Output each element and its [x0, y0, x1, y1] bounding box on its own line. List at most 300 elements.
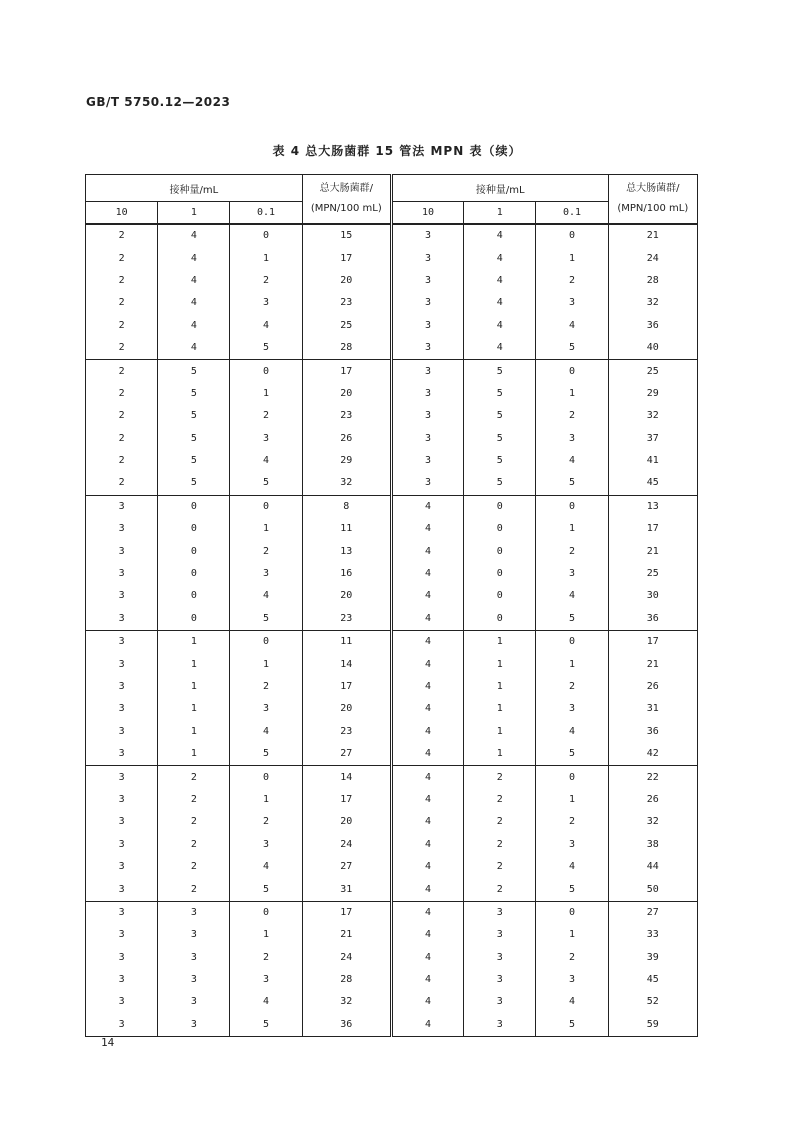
table-cell: 21 — [608, 653, 697, 675]
table-row — [86, 676, 698, 698]
table-cell: 4 — [464, 315, 536, 337]
table-cell: 5 — [536, 878, 608, 901]
table-cell: 4 — [391, 540, 463, 562]
table-cell: 3 — [86, 811, 158, 833]
table-cell: 2 — [86, 315, 158, 337]
table-cell: 3 — [86, 991, 158, 1013]
table-cell: 0 — [158, 563, 230, 585]
table-cell: 0 — [536, 360, 608, 383]
table-cell: 3 — [230, 428, 302, 450]
table-cell: 4 — [158, 224, 230, 247]
table-cell: 1 — [230, 789, 302, 811]
table-cell: 4 — [391, 878, 463, 901]
table-cell: 3 — [464, 901, 536, 924]
table-cell: 3 — [391, 315, 463, 337]
table-row — [86, 653, 698, 675]
table-cell: 41 — [608, 450, 697, 472]
table-cell: 3 — [230, 292, 302, 314]
table-cell: 24 — [302, 834, 391, 856]
table-cell: 3 — [86, 698, 158, 720]
table-row — [86, 405, 698, 427]
table-cell: 26 — [608, 789, 697, 811]
table-cell: 0 — [158, 495, 230, 518]
table-cell: 29 — [302, 450, 391, 472]
table-cell: 5 — [536, 1014, 608, 1037]
table-row — [86, 270, 698, 292]
table-cell: 3 — [536, 834, 608, 856]
table-cell: 22 — [608, 766, 697, 789]
table-cell: 4 — [230, 856, 302, 878]
table-row — [86, 969, 698, 991]
table-cell: 0 — [464, 563, 536, 585]
table-row — [86, 315, 698, 337]
table-cell: 3 — [86, 495, 158, 518]
table-cell: 2 — [158, 834, 230, 856]
table-cell: 3 — [86, 901, 158, 924]
table-cell: 4 — [536, 991, 608, 1013]
table-cell: 5 — [464, 450, 536, 472]
table-cell: 5 — [464, 383, 536, 405]
table-cell: 4 — [158, 292, 230, 314]
table-row — [86, 292, 698, 314]
table-row — [86, 450, 698, 472]
table-header — [86, 175, 698, 225]
table-cell: 2 — [464, 834, 536, 856]
table-cell: 3 — [536, 969, 608, 991]
table-cell: 42 — [608, 743, 697, 766]
table-cell: 3 — [86, 766, 158, 789]
table-cell: 25 — [608, 360, 697, 383]
table-cell: 4 — [391, 1014, 463, 1037]
table-cell: 3 — [391, 383, 463, 405]
table-cell: 1 — [158, 698, 230, 720]
table-cell: 0 — [536, 901, 608, 924]
table-cell: 4 — [391, 698, 463, 720]
table-cell: 3 — [86, 743, 158, 766]
table-cell: 3 — [86, 856, 158, 878]
table-cell: 3 — [158, 947, 230, 969]
table-cell: 3 — [158, 1014, 230, 1037]
table-cell: 3 — [391, 360, 463, 383]
table-cell: 2 — [86, 472, 158, 495]
table-row — [86, 518, 698, 540]
table-cell: 17 — [302, 676, 391, 698]
table-cell: 40 — [608, 337, 697, 360]
table-cell: 3 — [86, 585, 158, 607]
table-cell: 1 — [464, 676, 536, 698]
table-cell: 59 — [608, 1014, 697, 1037]
table-cell: 24 — [302, 947, 391, 969]
table-cell: 3 — [391, 405, 463, 427]
table-cell: 0 — [158, 585, 230, 607]
table-row — [86, 428, 698, 450]
mpn-header-line2: (MPN/100 mL) — [310, 203, 382, 214]
table-cell: 2 — [158, 856, 230, 878]
table-cell: 3 — [86, 563, 158, 585]
inoculum-header-left: 接种量/mL — [86, 175, 303, 202]
table-cell: 0 — [158, 540, 230, 562]
table-cell: 3 — [536, 563, 608, 585]
table-cell: 4 — [230, 991, 302, 1013]
table-cell: 3 — [230, 969, 302, 991]
table-cell: 32 — [608, 405, 697, 427]
table-cell: 1 — [230, 247, 302, 269]
table-row-group — [86, 901, 698, 1036]
table-cell: 1 — [536, 383, 608, 405]
table-cell: 4 — [391, 653, 463, 675]
table-cell: 4 — [391, 585, 463, 607]
table-cell: 5 — [230, 472, 302, 495]
table-cell: 5 — [536, 472, 608, 495]
table-cell: 3 — [391, 247, 463, 269]
table-row — [86, 856, 698, 878]
table-row — [86, 337, 698, 360]
table-cell: 21 — [608, 540, 697, 562]
table-cell: 4 — [536, 450, 608, 472]
table-cell: 2 — [536, 811, 608, 833]
table-cell: 2 — [464, 811, 536, 833]
table-row — [86, 811, 698, 833]
volume-10-header: 10 — [391, 202, 463, 225]
table-cell: 0 — [230, 766, 302, 789]
table-cell: 4 — [464, 270, 536, 292]
table-cell: 37 — [608, 428, 697, 450]
mpn-header-right — [608, 175, 697, 225]
table-cell: 1 — [536, 247, 608, 269]
table-cell: 1 — [230, 383, 302, 405]
table-row — [86, 563, 698, 585]
table-cell: 3 — [391, 472, 463, 495]
table-cell: 23 — [302, 292, 391, 314]
table-cell: 3 — [230, 698, 302, 720]
table-cell: 0 — [158, 518, 230, 540]
table-cell: 2 — [536, 405, 608, 427]
table-cell: 3 — [86, 969, 158, 991]
table-cell: 1 — [464, 653, 536, 675]
table-cell: 2 — [86, 450, 158, 472]
table-cell: 28 — [302, 337, 391, 360]
table-cell: 24 — [608, 247, 697, 269]
table-cell: 4 — [536, 585, 608, 607]
table-cell: 3 — [230, 563, 302, 585]
table-cell: 1 — [536, 789, 608, 811]
table-cell: 45 — [608, 969, 697, 991]
table-row-group — [86, 360, 698, 495]
table-cell: 5 — [158, 360, 230, 383]
table-cell: 2 — [536, 947, 608, 969]
table-cell: 4 — [391, 518, 463, 540]
table-cell: 2 — [86, 383, 158, 405]
table-cell: 5 — [230, 1014, 302, 1037]
table-cell: 0 — [230, 901, 302, 924]
table-cell: 3 — [464, 924, 536, 946]
table-cell: 5 — [464, 405, 536, 427]
table-cell: 1 — [464, 698, 536, 720]
table-cell: 3 — [86, 676, 158, 698]
table-cell: 17 — [302, 247, 391, 269]
mpn-header-left — [302, 175, 391, 225]
table-cell: 5 — [158, 383, 230, 405]
table-cell: 4 — [464, 292, 536, 314]
table-cell: 2 — [464, 856, 536, 878]
table-cell: 36 — [608, 315, 697, 337]
table-cell: 1 — [464, 743, 536, 766]
table-cell: 31 — [302, 878, 391, 901]
table-cell: 26 — [302, 428, 391, 450]
table-cell: 5 — [230, 743, 302, 766]
table-cell: 5 — [230, 337, 302, 360]
table-cell: 0 — [464, 608, 536, 631]
table-cell: 3 — [86, 924, 158, 946]
table-cell: 3 — [86, 789, 158, 811]
table-cell: 20 — [302, 698, 391, 720]
table-cell: 2 — [230, 270, 302, 292]
table-cell: 3 — [158, 901, 230, 924]
table-cell: 17 — [302, 789, 391, 811]
table-cell: 2 — [230, 676, 302, 698]
table-cell: 15 — [302, 224, 391, 247]
table-cell: 32 — [608, 292, 697, 314]
table-cell: 13 — [608, 495, 697, 518]
table-cell: 23 — [302, 721, 391, 743]
table-cell: 2 — [86, 292, 158, 314]
table-cell: 50 — [608, 878, 697, 901]
table-cell: 0 — [536, 631, 608, 654]
table-cell: 3 — [464, 991, 536, 1013]
table-cell: 1 — [158, 721, 230, 743]
table-cell: 32 — [302, 991, 391, 1013]
table-cell: 3 — [464, 969, 536, 991]
table-cell: 4 — [391, 947, 463, 969]
table-cell: 2 — [230, 405, 302, 427]
volume-0.1-header: 0.1 — [536, 202, 608, 225]
mpn-header-line1: 总大肠菌群/ — [319, 183, 373, 194]
table-cell: 3 — [158, 969, 230, 991]
table-cell: 29 — [608, 383, 697, 405]
table-row — [86, 698, 698, 720]
table-row — [86, 947, 698, 969]
table-cell: 4 — [391, 991, 463, 1013]
table-row — [86, 743, 698, 766]
table-cell: 2 — [230, 811, 302, 833]
table-row — [86, 383, 698, 405]
volume-0.1-header: 0.1 — [230, 202, 302, 225]
table-cell: 14 — [302, 766, 391, 789]
table-cell: 3 — [391, 224, 463, 247]
table-cell: 4 — [391, 834, 463, 856]
table-cell: 26 — [608, 676, 697, 698]
table-cell: 2 — [158, 789, 230, 811]
table-row — [86, 789, 698, 811]
table-row-group — [86, 631, 698, 766]
table-cell: 5 — [158, 450, 230, 472]
table-cell: 5 — [158, 428, 230, 450]
table-cell: 4 — [391, 563, 463, 585]
table-row-group — [86, 766, 698, 901]
table-cell: 17 — [608, 518, 697, 540]
table-cell: 5 — [230, 608, 302, 631]
table-cell: 3 — [391, 450, 463, 472]
table-cell: 30 — [608, 585, 697, 607]
table-cell: 4 — [158, 337, 230, 360]
table-cell: 4 — [391, 811, 463, 833]
table-cell: 2 — [536, 540, 608, 562]
volume-10-header: 10 — [86, 202, 158, 225]
table-cell: 2 — [536, 270, 608, 292]
table-cell: 20 — [302, 585, 391, 607]
table-cell: 1 — [536, 924, 608, 946]
table-cell: 0 — [464, 518, 536, 540]
table-cell: 3 — [86, 608, 158, 631]
table-cell: 3 — [86, 721, 158, 743]
table-row — [86, 834, 698, 856]
page-number: 14 — [101, 1036, 115, 1049]
table-row — [86, 631, 698, 654]
table-cell: 1 — [230, 518, 302, 540]
table-cell: 14 — [302, 653, 391, 675]
table-cell: 2 — [86, 428, 158, 450]
table-cell: 5 — [536, 608, 608, 631]
table-cell: 4 — [536, 315, 608, 337]
table-row — [86, 224, 698, 247]
table-cell: 28 — [608, 270, 697, 292]
table-row-group — [86, 495, 698, 630]
table-cell: 1 — [536, 653, 608, 675]
table-cell: 0 — [536, 766, 608, 789]
table-cell: 0 — [464, 540, 536, 562]
table-cell: 3 — [86, 878, 158, 901]
table-cell: 36 — [608, 608, 697, 631]
table-cell: 1 — [158, 653, 230, 675]
table-cell: 2 — [536, 676, 608, 698]
table-cell: 4 — [230, 585, 302, 607]
table-cell: 1 — [230, 924, 302, 946]
table-cell: 1 — [464, 631, 536, 654]
table-cell: 5 — [158, 405, 230, 427]
table-cell: 33 — [608, 924, 697, 946]
table-cell: 1 — [158, 743, 230, 766]
table-cell: 1 — [464, 721, 536, 743]
table-row — [86, 360, 698, 383]
table-cell: 2 — [158, 878, 230, 901]
table-cell: 0 — [158, 608, 230, 631]
table-row-group — [86, 224, 698, 360]
table-cell: 20 — [302, 811, 391, 833]
table-cell: 5 — [230, 878, 302, 901]
table-cell: 38 — [608, 834, 697, 856]
table-cell: 25 — [608, 563, 697, 585]
mpn-table — [85, 174, 698, 1037]
table-cell: 2 — [464, 766, 536, 789]
table-cell: 3 — [464, 947, 536, 969]
table-cell: 2 — [464, 789, 536, 811]
table-cell: 2 — [158, 766, 230, 789]
table-cell: 4 — [391, 969, 463, 991]
table-cell: 3 — [536, 428, 608, 450]
table-cell: 4 — [158, 270, 230, 292]
table-cell: 0 — [230, 495, 302, 518]
inoculum-header-right: 接种量/mL — [391, 175, 608, 202]
table-cell: 45 — [608, 472, 697, 495]
table-row — [86, 495, 698, 518]
table-cell: 17 — [608, 631, 697, 654]
table-cell: 2 — [464, 878, 536, 901]
table-cell: 5 — [536, 337, 608, 360]
table-cell: 27 — [302, 856, 391, 878]
table-row — [86, 585, 698, 607]
table-cell: 3 — [391, 270, 463, 292]
table-cell: 27 — [608, 901, 697, 924]
table-cell: 4 — [158, 247, 230, 269]
table-row — [86, 991, 698, 1013]
table-cell: 1 — [158, 676, 230, 698]
table-cell: 3 — [86, 947, 158, 969]
table-cell: 4 — [391, 631, 463, 654]
table-cell: 5 — [464, 472, 536, 495]
table-cell: 28 — [302, 969, 391, 991]
table-cell: 5 — [464, 428, 536, 450]
table-row — [86, 924, 698, 946]
table-cell: 5 — [158, 472, 230, 495]
table-cell: 2 — [86, 247, 158, 269]
table-cell: 32 — [302, 472, 391, 495]
table-cell: 4 — [391, 924, 463, 946]
table-cell: 3 — [536, 292, 608, 314]
table-cell: 3 — [86, 1014, 158, 1037]
table-row — [86, 540, 698, 562]
table-cell: 1 — [158, 631, 230, 654]
table-cell: 3 — [464, 1014, 536, 1037]
table-cell: 17 — [302, 901, 391, 924]
table-cell: 3 — [391, 428, 463, 450]
table-row — [86, 721, 698, 743]
table-cell: 2 — [86, 270, 158, 292]
table-cell: 3 — [86, 540, 158, 562]
table-cell: 17 — [302, 360, 391, 383]
table-cell: 4 — [391, 789, 463, 811]
table-cell: 39 — [608, 947, 697, 969]
table-cell: 2 — [86, 337, 158, 360]
table-cell: 3 — [158, 991, 230, 1013]
table-cell: 5 — [464, 360, 536, 383]
table-cell: 4 — [391, 676, 463, 698]
table-cell: 4 — [391, 856, 463, 878]
table-cell: 3 — [536, 698, 608, 720]
table-cell: 1 — [230, 653, 302, 675]
table-cell: 8 — [302, 495, 391, 518]
table-cell: 13 — [302, 540, 391, 562]
table-cell: 1 — [536, 518, 608, 540]
table-cell: 16 — [302, 563, 391, 585]
table-cell: 4 — [464, 224, 536, 247]
table-cell: 4 — [536, 856, 608, 878]
table-cell: 4 — [391, 721, 463, 743]
table-cell: 4 — [230, 721, 302, 743]
table-cell: 20 — [302, 270, 391, 292]
table-cell: 2 — [86, 405, 158, 427]
table-cell: 2 — [158, 811, 230, 833]
table-cell: 3 — [86, 518, 158, 540]
table-cell: 23 — [302, 608, 391, 631]
table-cell: 11 — [302, 631, 391, 654]
table-cell: 2 — [230, 947, 302, 969]
table-cell: 0 — [464, 585, 536, 607]
table-cell: 2 — [86, 224, 158, 247]
table-cell: 3 — [86, 631, 158, 654]
table-cell: 0 — [536, 224, 608, 247]
table-row — [86, 247, 698, 269]
table-cell: 4 — [230, 450, 302, 472]
